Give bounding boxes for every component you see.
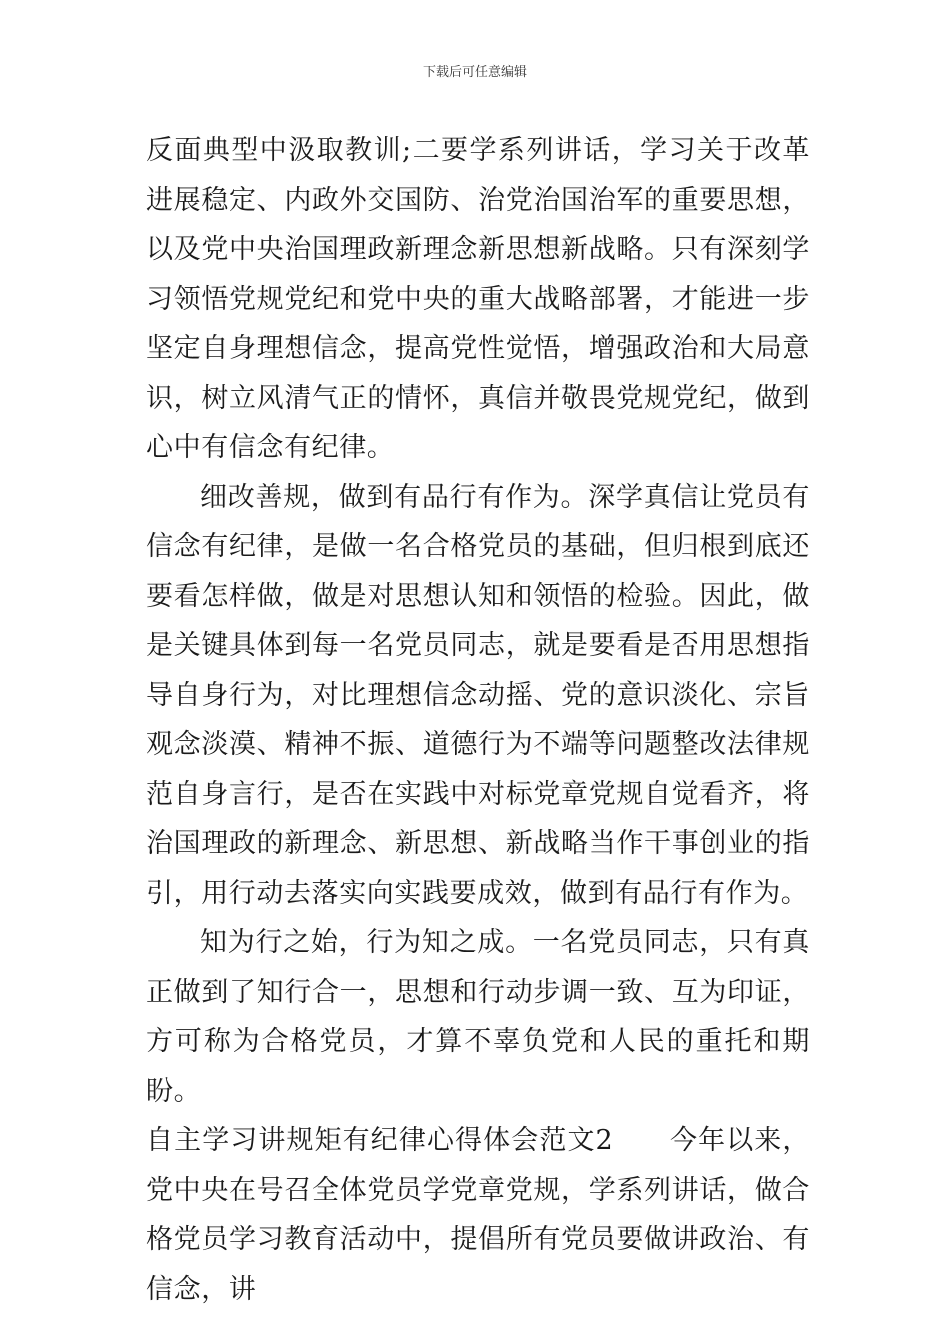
- paragraph-4: 自主学习讲规矩有纪律心得体会范文2 今年以来，党中央在号召全体党员学党章党规，学系列讲话，做合格党员学习教育活动中，提倡所有党员要做讲政治、有信念，讲: [146, 1125, 810, 1305]
- paragraph-1: 反面典型中汲取教训;二要学系列讲话，学习关于改革进展稳定、内政外交国防、治党治国治军的重要思想，以及党中央治国理政新理念新思想新战略。只有深刻学习领悟党规党纪和党中央的重大战略部署，才能进一步坚定自身理想信念，提高党性觉悟，增强政治和大局意识，树立风清气正的情怀，真信并敬畏党规党纪，做到心中有信念有纪律。: [146, 135, 810, 463]
- page-header: 下载后可任意编辑: [422, 65, 527, 80]
- document-body: [146, 126, 810, 1314]
- paragraph-2: 细改善规，做到有品行有作为。深学真信让党员有信念有纪律，是做一名合格党员的基础，但归根到底还要看怎样做，做是对思想认知和领悟的检验。因此，做是关键具体到每一名党员同志，就是要看是否用思想指导自身行为，对比理想信念动摇、党的意识淡化、宗旨观念淡漠、精神不振、道德行为不端等问题整改法律规范自身言行，是否在实践中对标党章党规自觉看齐，将治国理政的新理念、新思想、新战略当作干事创业的指引，用行动去落实向实践要成效，做到有品行有作为。: [146, 481, 810, 909]
- paragraph-3: 知为行之始，行为知之成。一名党员同志，只有真正做到了知行合一，思想和行动步调一致、互为印证，方可称为合格党员，才算不辜负党和人民的重托和期盼。: [146, 927, 810, 1107]
